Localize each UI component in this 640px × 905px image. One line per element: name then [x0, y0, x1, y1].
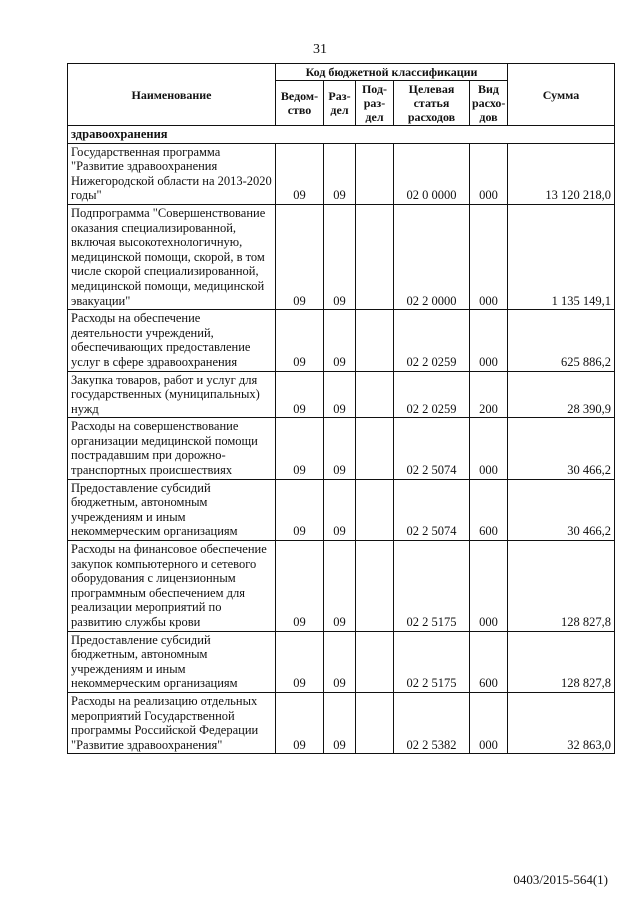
header-type: Вид расхо-дов: [470, 81, 508, 126]
cell-subsection: [356, 371, 394, 418]
section-title-blank: [276, 126, 615, 144]
header-amount: Сумма: [508, 64, 615, 126]
cell-subsection: [356, 479, 394, 540]
cell-amount: 30 466,2: [508, 479, 615, 540]
cell-section: 09: [324, 204, 356, 309]
cell-amount: 625 886,2: [508, 310, 615, 371]
cell-name: Расходы на обеспечение деятельности учреждений, обеспечивающих предоставление услуг в сфере здравоохранения: [68, 310, 276, 371]
cell-section: 09: [324, 631, 356, 692]
cell-subsection: [356, 631, 394, 692]
cell-type: 000: [470, 143, 508, 204]
cell-type: 000: [470, 692, 508, 753]
cell-type: 000: [470, 418, 508, 479]
cell-target: 02 2 0000: [394, 204, 470, 309]
document-code: 0403/2015-564(1): [513, 872, 608, 887]
cell-section: 09: [324, 143, 356, 204]
cell-name: Предоставление субсидий бюджетным, автономным учреждениям и иным некоммерческим организациям: [68, 479, 276, 540]
cell-dept: 09: [276, 541, 324, 632]
cell-type: 000: [470, 204, 508, 309]
header-target: Целевая статья расходов: [394, 81, 470, 126]
cell-dept: 09: [276, 143, 324, 204]
cell-amount: 128 827,8: [508, 631, 615, 692]
cell-section: 09: [324, 692, 356, 753]
cell-name: Предоставление субсидий бюджетным, автономным учреждениям и иным некоммерческим организациям: [68, 631, 276, 692]
section-title: здравоохранения: [68, 126, 276, 144]
cell-subsection: [356, 418, 394, 479]
cell-dept: 09: [276, 631, 324, 692]
header-subsection: Под-раз-дел: [356, 81, 394, 126]
cell-target: 02 2 5382: [394, 692, 470, 753]
cell-name: Государственная программа "Развитие здравоохранения Нижегородской области на 2013-2020 годы": [68, 143, 276, 204]
cell-target: 02 0 0000: [394, 143, 470, 204]
cell-subsection: [356, 143, 394, 204]
table-row: [68, 692, 615, 753]
cell-amount: 32 863,0: [508, 692, 615, 753]
cell-subsection: [356, 692, 394, 753]
section-title-row: [68, 126, 615, 144]
cell-amount: 13 120 218,0: [508, 143, 615, 204]
cell-dept: 09: [276, 479, 324, 540]
table-row: [68, 143, 615, 204]
cell-section: 09: [324, 479, 356, 540]
table-row: [68, 541, 615, 632]
cell-type: 600: [470, 631, 508, 692]
cell-section: 09: [324, 418, 356, 479]
table-row: [68, 310, 615, 371]
cell-section: 09: [324, 371, 356, 418]
cell-name: Расходы на реализацию отдельных мероприятий Государственной программы Российской Федерации "Развитие здравоохранения": [68, 692, 276, 753]
cell-type: 600: [470, 479, 508, 540]
table-row: [68, 371, 615, 418]
table-row: [68, 631, 615, 692]
cell-amount: 28 390,9: [508, 371, 615, 418]
cell-name: Расходы на финансовое обеспечение закупок компьютерного и сетевого оборудования с лицензионным программным обеспечением для реализации мероприятий по развитию службы крови: [68, 541, 276, 632]
table-row: [68, 418, 615, 479]
cell-target: 02 2 5074: [394, 479, 470, 540]
cell-dept: 09: [276, 204, 324, 309]
table-row: [68, 204, 615, 309]
page-number: 31: [313, 42, 327, 57]
budget-table: [67, 63, 615, 754]
cell-type: 000: [470, 310, 508, 371]
cell-dept: 09: [276, 692, 324, 753]
cell-name: Расходы на совершенствование организации медицинской помощи пострадавшим при дорожно-транспортных происшествиях: [68, 418, 276, 479]
header-section: Раз-дел: [324, 81, 356, 126]
header-dept: Ведом-ство: [276, 81, 324, 126]
cell-target: 02 2 5175: [394, 631, 470, 692]
cell-name: Подпрограмма "Совершенствование оказания специализированной, включая высокотехнологичную, медицинской помощи, скорой, в том числе скорой специализированной, медицинской помощи, медицинской эвакуации": [68, 204, 276, 309]
cell-section: 09: [324, 541, 356, 632]
table-row: [68, 479, 615, 540]
cell-amount: 1 135 149,1: [508, 204, 615, 309]
cell-name: Закупка товаров, работ и услуг для государственных (муниципальных) нужд: [68, 371, 276, 418]
header-row-1: [68, 64, 615, 81]
cell-dept: 09: [276, 371, 324, 418]
cell-section: 09: [324, 310, 356, 371]
cell-subsection: [356, 204, 394, 309]
cell-target: 02 2 0259: [394, 310, 470, 371]
cell-amount: 128 827,8: [508, 541, 615, 632]
cell-amount: 30 466,2: [508, 418, 615, 479]
cell-target: 02 2 5175: [394, 541, 470, 632]
cell-dept: 09: [276, 310, 324, 371]
cell-type: 200: [470, 371, 508, 418]
cell-type: 000: [470, 541, 508, 632]
header-classification-group: Код бюджетной классификации: [276, 64, 508, 81]
header-name: Наименование: [68, 64, 276, 126]
cell-subsection: [356, 541, 394, 632]
cell-subsection: [356, 310, 394, 371]
cell-target: 02 2 0259: [394, 371, 470, 418]
cell-target: 02 2 5074: [394, 418, 470, 479]
cell-dept: 09: [276, 418, 324, 479]
